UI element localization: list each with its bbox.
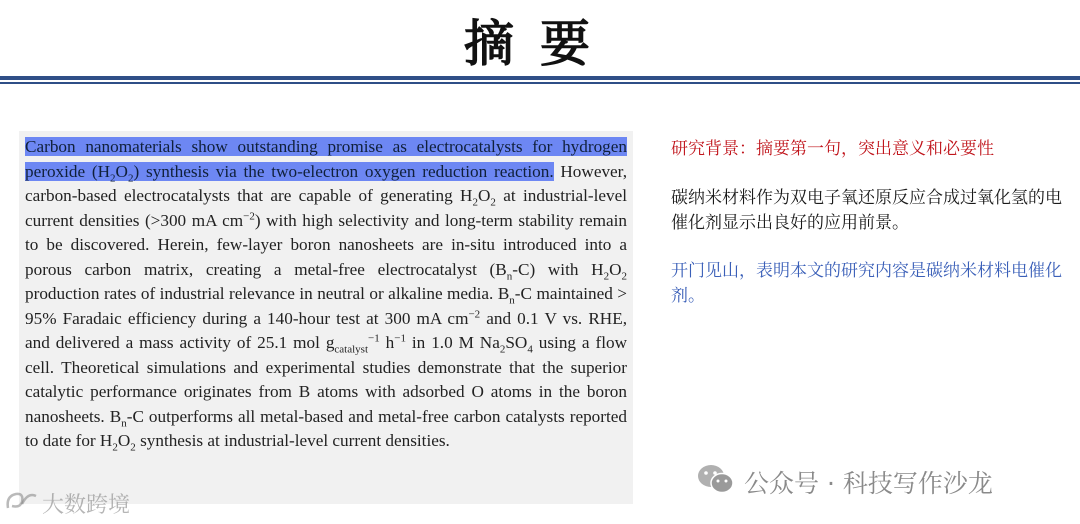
subscript: n bbox=[509, 294, 515, 307]
subscript: 2 bbox=[490, 196, 496, 209]
chinese-translation-note: 碳纳米材料作为双电子氧还原反应合成过氧化氢的电催化剂显示出良好的应用前景。 bbox=[671, 188, 1062, 233]
title-divider-thick bbox=[0, 76, 1080, 80]
text-run: Carbon nanomaterials show outstanding promise as electrocatalysts for hydrogen peroxide (H bbox=[25, 137, 627, 181]
subscript: 2 bbox=[499, 343, 506, 356]
subscript: n bbox=[506, 269, 513, 282]
text-run: O bbox=[115, 161, 128, 181]
subscript: 2 bbox=[130, 441, 136, 454]
abstract-paragraph bbox=[19, 131, 633, 454]
text-run: production rates of industrial relevance in neutral or alkaline media. B bbox=[25, 284, 510, 303]
text-run: and 0.1 V vs. RHE, and delivered a mass activity of 25.1 mol g bbox=[25, 308, 627, 352]
text-run: -C outperforms all metal-based and metal-free carbon catalysts reported to date for H bbox=[25, 406, 627, 450]
text-run: ) with high selectivity and long-term stability remain to be discovered. Herein, few-layer boron nanosheets are in-situ introduced into a porous carbon matrix, creating a metal-free electrocatalyst (B bbox=[25, 210, 627, 279]
text-run: using a flow cell. Theoretical simulations and experimental studies demonstrate that the superior catalytic performance originates from B atoms with adsorbed O atoms in the boron nanosheets. B bbox=[25, 333, 627, 426]
text-run: SO bbox=[505, 333, 528, 352]
text-run: -C) with H bbox=[512, 259, 604, 279]
wechat-account-name: 公众号 · 科技写作沙龙 bbox=[744, 469, 993, 498]
abstract-excerpt bbox=[19, 131, 633, 504]
text-run: -C maintained > 95% Faradaic efficiency during a 140-hour test at 300 mA cm bbox=[25, 284, 627, 328]
subscript: 4 bbox=[527, 343, 533, 356]
text-run: O bbox=[609, 259, 622, 279]
research-background-note: 研究背景：摘要第一句，突出意义和必要性 bbox=[671, 139, 994, 159]
text-run: at industrial-level current densities (>300 mA cm bbox=[25, 186, 627, 230]
subscript: 2 bbox=[621, 269, 627, 282]
text-run: O bbox=[477, 186, 491, 205]
superscript: −1 bbox=[368, 332, 380, 345]
superscript: −2 bbox=[468, 307, 481, 320]
subscript: catalyst bbox=[334, 343, 369, 356]
text-run: O bbox=[117, 431, 131, 450]
text-run: h bbox=[379, 333, 395, 352]
text-run: in 1.0 M Na bbox=[405, 333, 500, 352]
subscript: 2 bbox=[112, 441, 118, 454]
commentary-note: 开门见山，表明本文的研究内容是碳纳米材料电催化剂。 bbox=[671, 261, 1062, 306]
text-run: synthesis at industrial-level current densities. bbox=[135, 431, 450, 450]
subscript: 2 bbox=[127, 171, 134, 184]
text-run: ) synthesis via the two-electron oxygen reduction reaction. bbox=[133, 161, 554, 181]
brand-logo-icon bbox=[4, 488, 38, 518]
corner-watermark-text: 大数跨境 bbox=[42, 492, 131, 518]
subscript: 2 bbox=[603, 269, 610, 282]
corner-watermark bbox=[4, 488, 130, 518]
wechat-watermark bbox=[696, 462, 993, 502]
superscript: −1 bbox=[394, 332, 406, 345]
subscript: n bbox=[121, 416, 127, 429]
subscript: 2 bbox=[110, 171, 116, 184]
title-divider-thin bbox=[0, 82, 1080, 84]
wechat-icon bbox=[696, 462, 736, 502]
text-run: However, carbon-based electrocatalysts that are capable of generating H bbox=[25, 161, 627, 205]
slide-title: 摘要 bbox=[464, 15, 616, 73]
subscript: 2 bbox=[472, 196, 478, 209]
superscript: −2 bbox=[243, 209, 255, 222]
